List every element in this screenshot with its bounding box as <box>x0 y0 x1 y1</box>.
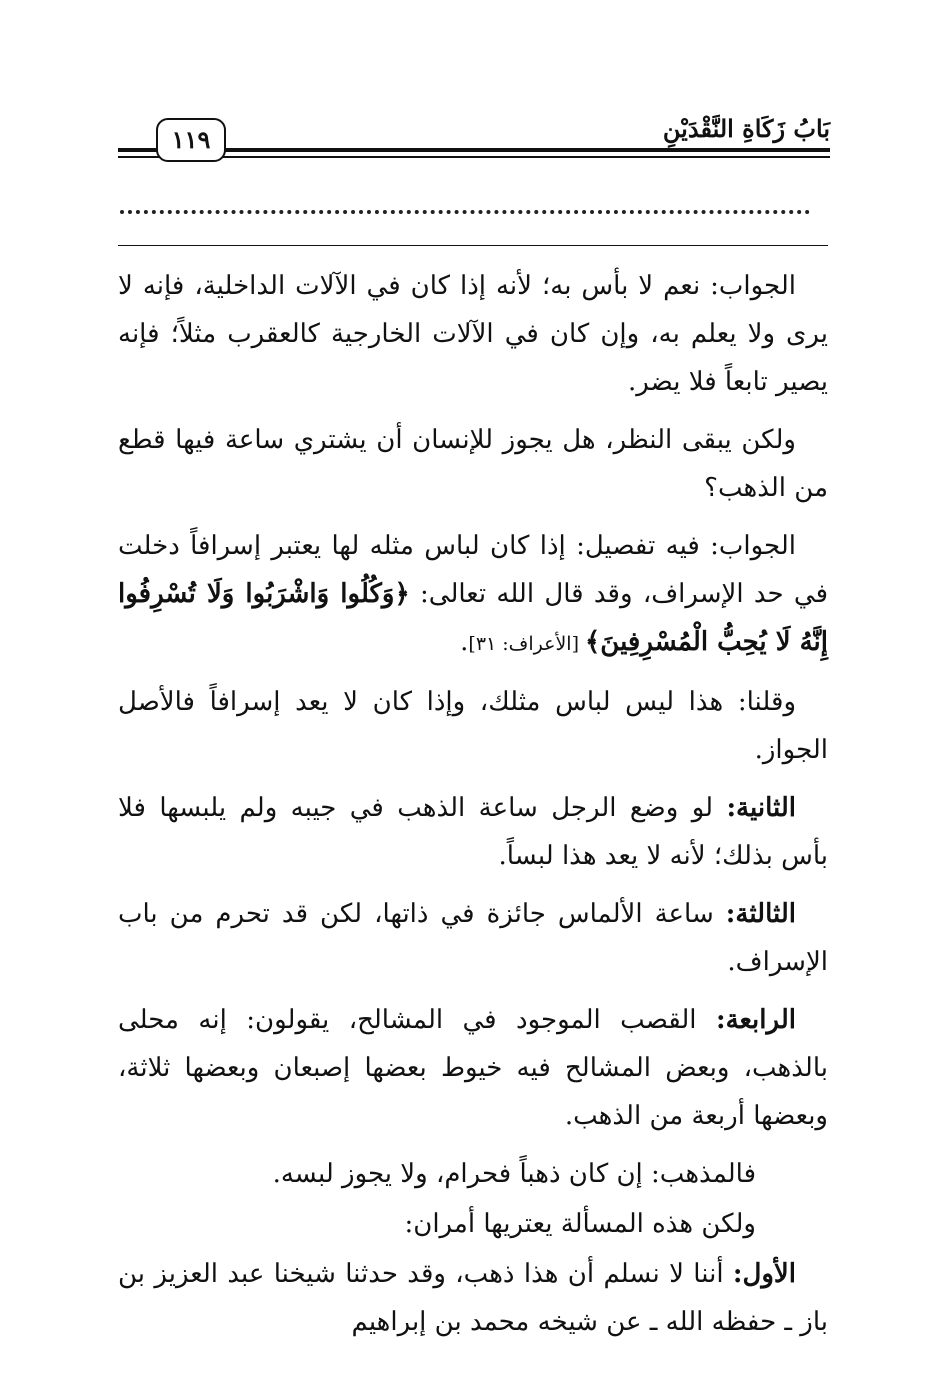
paragraph-text: ولكن هذه المسألة يعتريها أمران: <box>404 1209 756 1239</box>
paragraph-text: القصب الموجود في المشالح، يقولون: إنه محلى بالذهب، وبعض المشالح فيه خيوط بعضها إصبعان وبعضها ثلاثة، وبعضها أربعة من الذهب. <box>118 1005 828 1131</box>
paragraph-not-extravagance <box>118 678 828 774</box>
paragraph-answer-clock-parts <box>118 262 828 406</box>
header-rule-thin <box>118 156 830 158</box>
paragraph-text: الجواب: فيه تفصيل: إذا كان لباس مثله لها يعتبر إسرافاً دخلت في حد الإسراف، وقد قال الله تعالى: <box>118 531 828 609</box>
paragraph-text: ولكن يبقى النظر، هل يجوز للإنسان أن يشتري ساعة فيها قطع من الذهب؟ <box>118 425 828 503</box>
paragraph-second-point <box>118 784 828 880</box>
page-header <box>118 108 830 168</box>
text-separator-rule <box>118 245 828 246</box>
paragraph-madhhab-ruling <box>118 1150 828 1198</box>
paragraph-text: لو وضع الرجل ساعة الذهب في جيبه ولم يلبسها فلا بأس بذلك؛ لأنه لا يعد هذا لبساً. <box>118 793 828 871</box>
paragraph-answer-detail <box>118 522 828 668</box>
paragraph-fourth-point <box>118 996 828 1140</box>
paragraph-text: ساعة الألماس جائزة في ذاتها، لكن قد تحرم من باب الإسراف. <box>118 899 828 977</box>
point-label: الثانية: <box>726 793 796 823</box>
paragraph-text: الجواب: نعم لا بأس به؛ لأنه إذا كان في الآلات الداخلية، فإنه لا يرى ولا يعلم به، وإن كان في الآلات الخارجية كالعقرب مثلاً؛ فإنه يصير تابعاً فلا يضر. <box>118 271 828 397</box>
chapter-title: بَابُ زَكَاةِ النَّقْدَيْنِ <box>662 114 830 143</box>
point-label: الأول: <box>732 1259 796 1289</box>
point-label: الرابعة: <box>715 1005 796 1035</box>
paragraph-text: فالمذهب: إن كان ذهباً فحرام، ولا يجوز لبسه. <box>272 1159 756 1189</box>
point-label: الثالثة: <box>725 899 796 929</box>
paragraph-third-point <box>118 890 828 986</box>
paragraph-two-matters <box>118 1200 828 1248</box>
footnote-dotted-line <box>120 210 810 214</box>
paragraph-text: وقلنا: هذا ليس لباس مثلك، وإذا كان لا يعد إسرافاً فالأصل الجواز. <box>118 687 828 765</box>
paragraph-first-matter <box>118 1250 828 1346</box>
verse-citation: [الأعراف: ٣١] <box>468 633 586 655</box>
quran-verse: ﴿وَكُلُوا وَاشْرَبُوا وَلَا تُسْرِفُوا إِنَّهُ لَا يُحِبُّ الْمُسْرِفِينَ﴾ <box>118 579 828 657</box>
paragraph-text-end: . <box>460 627 469 657</box>
paragraph-text: أننا لا نسلم أن هذا ذهب، وقد حدثنا شيخنا عبد العزيز بن باز ـ حفظه الله ـ عن شيخه محمد بن إبراهيم <box>118 1259 828 1337</box>
page-number: ١١٩ <box>156 118 226 162</box>
paragraph-question-gold-pieces <box>118 416 828 512</box>
body-text <box>118 262 828 1337</box>
